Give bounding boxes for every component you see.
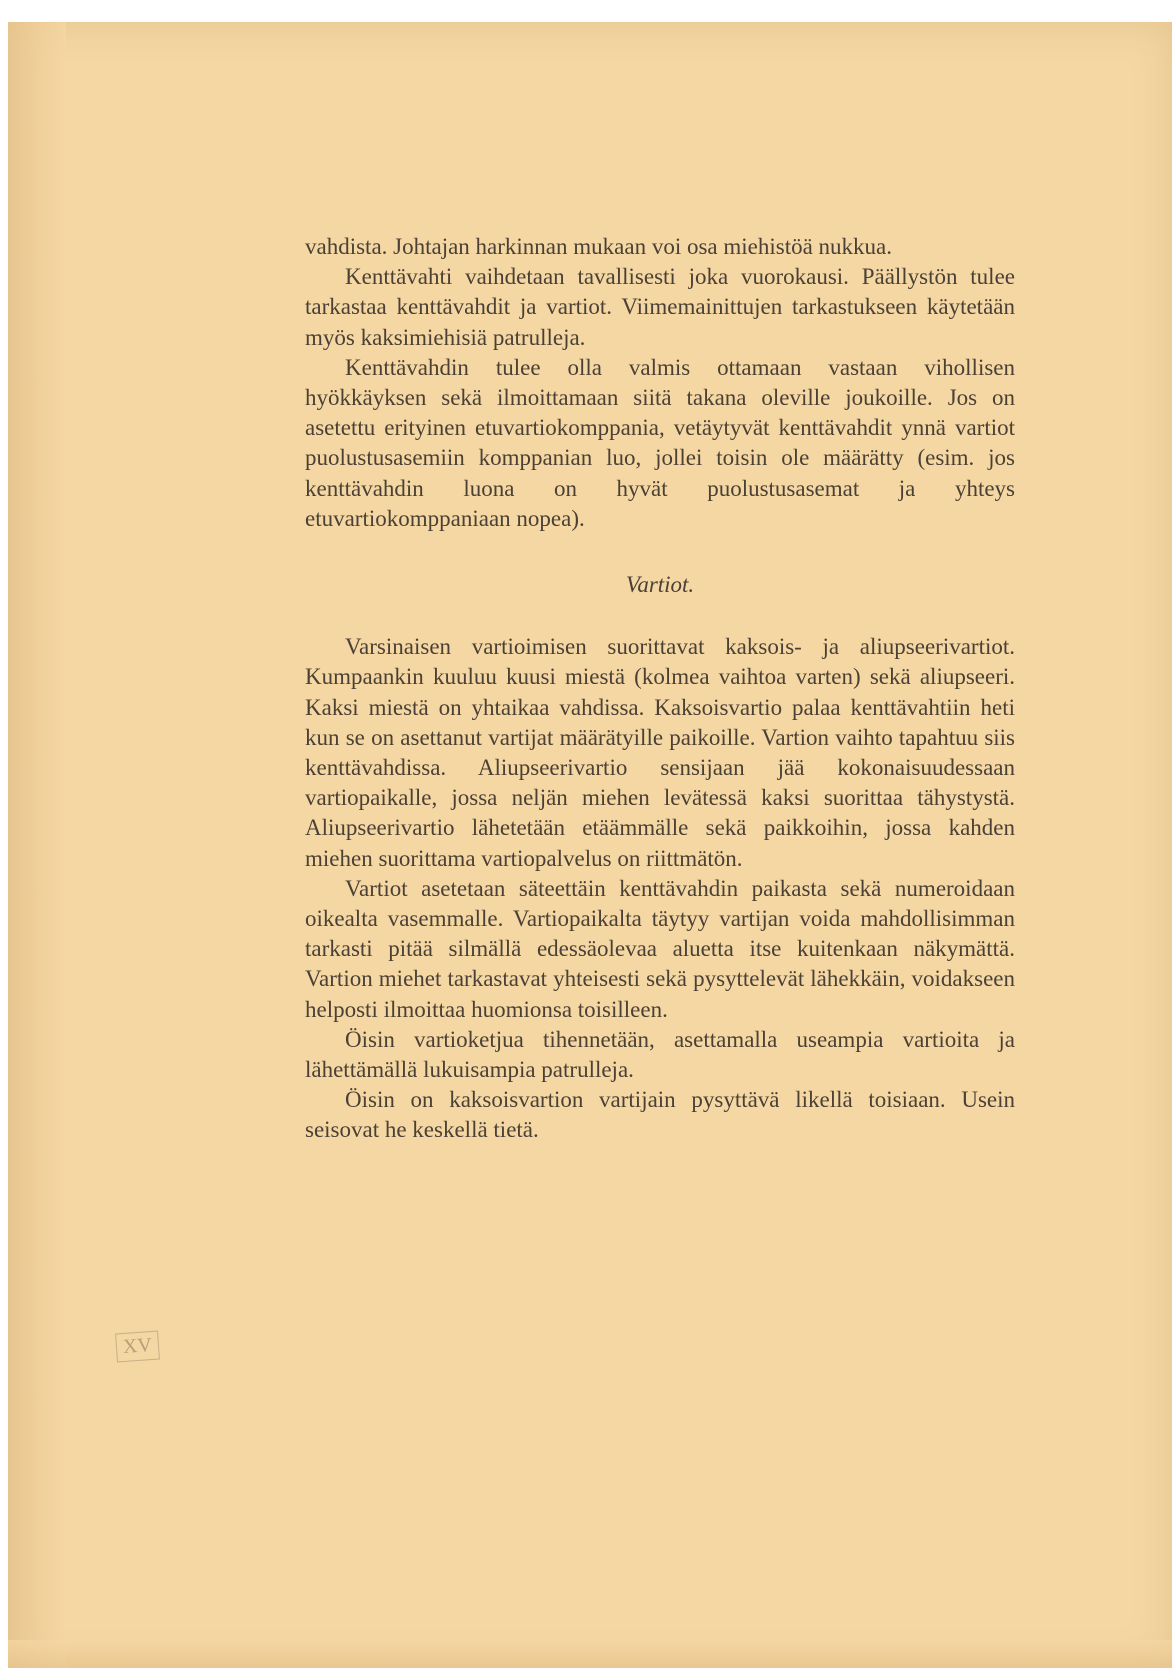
margin-pencil-note: XV: [115, 1331, 160, 1363]
paragraph: Öisin vartioketjua tihennetään, asettamalla useampia vartioita ja lähettämällä lukuisampia patrulleja.: [305, 1026, 1015, 1083]
paragraph: Vartiot asetetaan säteettäin kenttävahdin paikasta sekä numeroidaan oikealta vasemmalle. Vartiopaikalta täytyy vartijan voida mahdollisimman tarkasti pitää silmällä edessäolevaa aluetta itse kuitenkaan näkymättä. Vartion miehet tarkastavat yhteisesti sekä pysyttelevät lähekkäin, voidakseen helposti ilmoittaa huomionsa toisilleen.: [305, 875, 1015, 1022]
paragraph: Kenttävahdin tulee olla valmis ottamaan vastaan vihollisen hyökkäyksen sekä ilmoittamaan siitä takana oleville joukoille. Jos on asetettu erityinen etuvartiokomppania, vetäytyvät kenttävahdit ynnä vartiot puolustusasemiin komppanian luo, jollei toisin ole määrätty (esim. jos kenttävahdin luona on hyvät puolustusasemat ja yhteys etuvartiokomppaniaan nopea).: [305, 354, 1015, 531]
paragraph: Varsinaisen vartioimisen suorittavat kaksois- ja aliupseerivartiot. Kumpaankin kuuluu kuusi miestä (kolmea vaihtoa varten) sekä aliupseeri. Kaksi miestä on yhtaikaa vahdissa. Kaksoisvartio palaa kenttävahtiin heti kun se on asettanut vartijat määrätyille paikoille. Vartion vaihto tapahtuu siis kenttävahdissa. Aliupseerivartio sensijaan jää kokonaisuudessaan vartiopaikalle, jossa neljän miehen levätessä kaksi suorittaa tähystystä. Aliupseerivartio lähetetään etäämmälle sekä paikkoihin, jossa kahden miehen suorittama vartiopalvelus on riittmätön.: [305, 634, 1015, 871]
page-bottom-edge: [8, 1640, 1172, 1668]
paragraph: vahdista. Johtajan harkinnan mukaan voi osa miehistöä nukkua.: [305, 234, 893, 259]
document-body: [305, 232, 1015, 1146]
paragraph: Öisin on kaksoisvartion vartijain pysyttävä likellä toisiaan. Usein seisovat he keskellä tietä.: [305, 1087, 1015, 1143]
section-heading: Vartiot.: [625, 572, 695, 598]
paragraph: Kenttävahti vaihdetaan tavallisesti joka vuorokausi. Päällystön tulee tarkastaa kenttävahdit ja vartiot. Viimemainittujen tarkastukseen käytetään myös kaksimiehisiä patrulleja.: [305, 264, 1015, 350]
page-left-edge: [8, 22, 66, 1668]
